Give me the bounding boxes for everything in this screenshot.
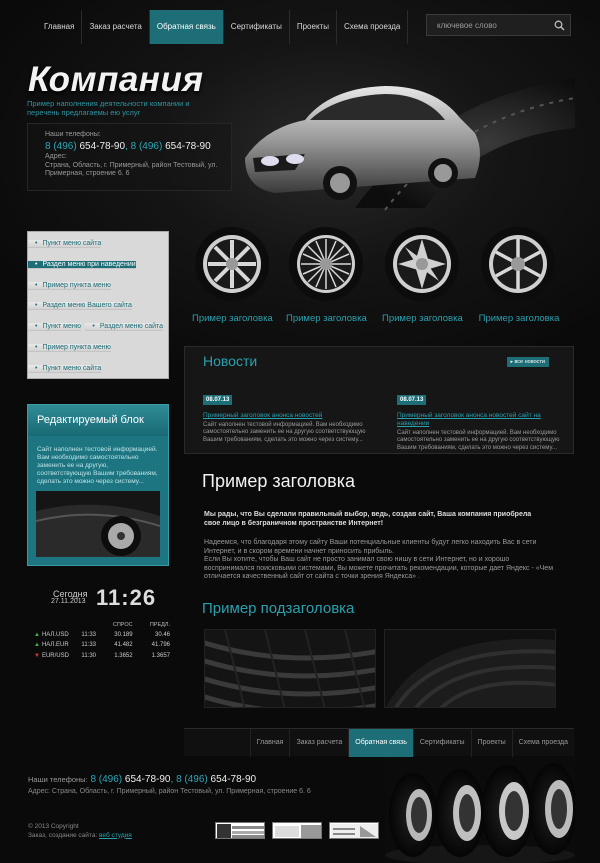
clock-time: 11:26 [96,585,157,610]
botnav-item-home[interactable]: Главная [250,729,290,757]
side-menu [27,231,169,379]
news-text: Сайт наполнен тестовой информацией. Вам необходимо самостоятельно заменить ее на другую соответствующую Вашим требованиям, сделать это можно через систему... [203,422,366,443]
rate-time: 11:33 [81,632,96,639]
rate-row [34,640,170,650]
wheel-caption-1[interactable]: Пример заголовка [192,313,273,324]
header-phones: 8 (496) 654-78-90, 8 (496) 654-78-90 [45,141,211,152]
editable-block [27,404,169,566]
counter-badge-3[interactable] [329,822,379,839]
content-paragraph-2: Если Вы хотите, чтобы Ваш сайт не просто занимал свою нишу в сети Интернет, но и хорошо воспринимался поисковыми системами, Вы можете прочитать рекомендации, которые дает Яндекс - «Чем отличается качественный сайт от сайта с точки зрения Яндекса» . [204,556,554,580]
rates-header-ask: ПРЕДЛ. [149,622,170,629]
sidemenu-item-2[interactable]: • Раздел меню при наведении [28,261,136,269]
news-headline[interactable]: Примерный заголовок анонса новостей [203,412,323,419]
rate-ask: 30.46 [154,632,170,639]
wheel-image-4[interactable] [480,226,556,302]
news-headline[interactable]: Примерный заголовок анонса новостей сайт на наведении [397,412,541,427]
footer-phone2-number: 654-78-90 [210,774,257,785]
sidemenu-item-6[interactable]: • Раздел меню сайта [85,323,163,331]
address-label: Адрес: [45,153,67,160]
botnav-item-order[interactable]: Заказ расчета [289,729,348,757]
site-slogan: Пример наполнения деятельности компании и перечень предлагаемы ею услуг [27,99,190,117]
phone2-number: 654-78-90 [165,141,211,152]
tires-image [385,757,575,863]
footer-copyright-block [28,823,132,840]
contacts-box [27,123,232,191]
editable-block-title: Редактируемый блок [28,405,168,436]
arrow-up-icon: ▲ [34,632,40,639]
news-item [397,388,562,452]
sidemenu-item-1[interactable]: • Пункт меню сайта [28,240,101,248]
news-block [184,346,574,454]
phone2-code: 8 (496) [130,141,163,152]
tire-image-1 [204,629,376,708]
botnav-item-projects[interactable]: Проекты [471,729,512,757]
today-label: Сегодня [53,589,88,599]
editable-block-image [36,491,160,557]
rate-name: EUR/USD [41,652,69,659]
topnav-item-directions[interactable]: Схема проезда [337,10,408,44]
rate-time: 11:30 [81,652,96,659]
footer-phone1-number: 654-78-90 [124,774,171,785]
main-content [184,459,574,724]
wheel-image-1[interactable] [194,226,270,302]
phones-label: Наши телефоны: [45,131,101,138]
sidemenu-item-4[interactable]: • Раздел меню Вашего сайта [28,302,132,310]
rate-ask: 1.3657 [151,652,170,659]
rate-name: НАЛ.EUR [41,642,69,649]
rate-bid: 1.3652 [114,652,133,659]
search-icon[interactable] [548,15,570,35]
site-logo[interactable]: Компания [28,60,204,99]
credit-link[interactable]: веб студия [99,831,132,839]
rates-header-bid: СПРОС [112,622,133,629]
footer-phones: Наши телефоны: 8 (496) 654-78-90, 8 (496) 654-78-90 [28,774,257,785]
news-item [203,388,368,444]
car-image [235,58,575,218]
rate-time: 11:33 [81,642,96,649]
footer-address: Адрес: Страна, Область, г. Примерный, район Тестовый, ул. Примерная, строение 6. 6 [28,788,311,795]
news-text: Сайт наполнен тестовой информацией. Вам необходимо самостоятельно заменить ее на другую соответствующую Вашим требованиям, сделать это можно через систему... [397,430,560,451]
search-input[interactable] [427,21,548,30]
wheel-caption-3[interactable]: Пример заголовка [382,313,463,324]
topnav-item-projects[interactable]: Проекты [290,10,337,44]
wheel-image-3[interactable] [384,226,460,302]
content-paragraphs [204,539,559,582]
arrow-up-icon: ▲ [34,642,40,649]
sidemenu-item-8[interactable]: • Пункт меню сайта [28,365,101,373]
news-date: 08.07.13 [397,395,426,405]
news-date: 08.07.13 [203,395,232,405]
phone1-number: 654-78-90 [79,141,126,152]
botnav-item-feedback[interactable]: Обратная связь [348,729,413,757]
botnav-item-certificates[interactable]: Сертификаты [413,729,471,757]
currency-rates [34,620,170,661]
topnav-item-feedback[interactable]: Обратная связь [150,10,224,44]
copyright-text: © 2013 Copyright [28,823,79,830]
footer-phone2-code: 8 (496) [176,774,208,785]
arrow-down-icon: ▼ [34,652,40,659]
all-news-link[interactable]: ▸ все новости [507,357,549,367]
today-date: 27.11.2013 [51,598,86,605]
rate-name: НАЛ.USD [41,632,69,639]
wheel-caption-2[interactable]: Пример заголовка [286,313,367,324]
top-navigation [37,10,408,44]
rate-row [34,651,170,661]
content-subheading: Пример подзаголовка [202,600,355,617]
phone1-code: 8 (496) [45,141,77,152]
sidemenu-item-5[interactable]: • Пункт меню [28,323,81,331]
content-heading: Пример заголовка [202,471,356,491]
rate-ask: 41.796 [151,642,170,649]
rate-bid: 30.189 [114,632,133,639]
sidemenu-item-7[interactable]: • Пример пункта меню [28,344,111,352]
botnav-item-directions[interactable]: Схема проезда [512,729,574,757]
address-text: Страна, Область, г. Примерный, район Тестовый, ул. Примерная, строение 6. 6 [45,161,218,177]
search-box [426,14,571,36]
content-lead: Мы рады, что Вы сделали правильный выбор, ведь, создав сайт, Ваша компания приобрела свое лицо в безграничном пространстве Интернет! [204,511,532,527]
footer-phones-label: Наши телефоны: [28,775,88,784]
wheel-caption-4[interactable]: Пример заголовка [478,313,560,324]
counter-badge-1[interactable] [215,822,265,839]
bottom-navigation [184,728,574,756]
tire-image-2 [384,629,556,708]
rate-row [34,630,170,640]
footer-phone1-code: 8 (496) [90,774,123,785]
sidemenu-item-3[interactable]: • Пример пункта меню [28,282,111,290]
counter-badge-2[interactable] [272,822,322,839]
credit-prefix: Заказ, создание сайта: [28,831,98,839]
rate-bid: 41.482 [114,642,133,649]
content-paragraph-1: Надеемся, что благодаря этому сайту Ваши потенциальные клиенты будут легко находить Вас в сети Интернет, и в скором времени начнет приносить прибыль. [204,539,537,555]
topnav-item-order[interactable]: Заказ расчета [82,10,149,44]
topnav-item-certificates[interactable]: Сертификаты [224,10,290,44]
news-title: Новости [203,353,258,369]
wheel-image-2[interactable] [288,226,364,302]
editable-block-text: Сайт наполнен тестовой информацией. Вам необходимо самостоятельно заменить ее на другую, соответствующую Вашим требованиям, сделать это можно через систему... [37,446,158,485]
topnav-item-home[interactable]: Главная [37,10,82,44]
